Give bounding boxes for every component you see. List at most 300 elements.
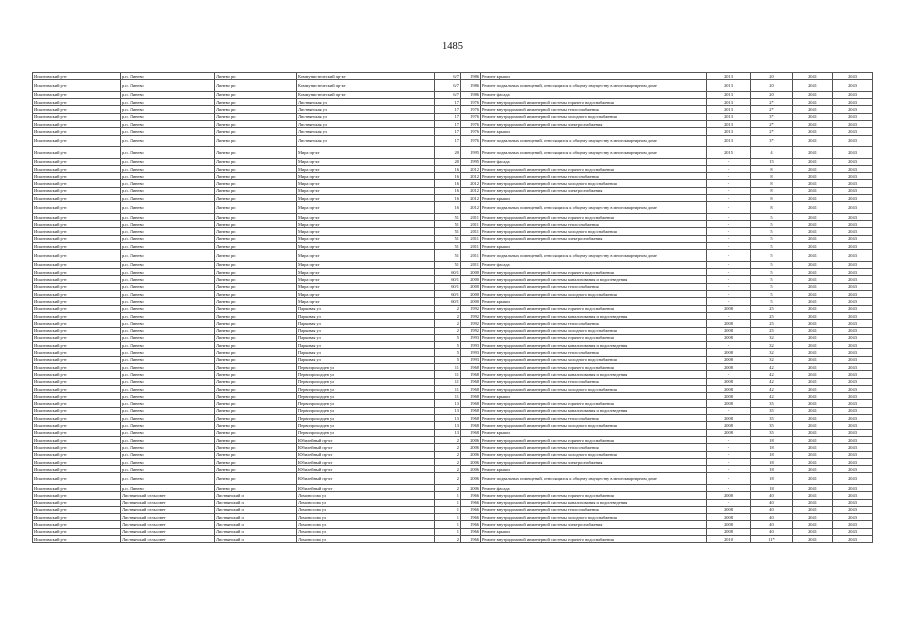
cell-settlement: р.п. Линево	[121, 422, 215, 429]
cell-settlement: р.п. Линево	[121, 298, 215, 305]
cell-district: Искитимский р-н	[33, 484, 121, 491]
table-row	[33, 158, 873, 165]
cell-build-year: 1993	[461, 334, 481, 341]
cell-district: Искитимский р-н	[33, 506, 121, 513]
cell-plan-start-year: 2041	[793, 528, 833, 535]
cell-settlement: р.п. Линево	[121, 243, 215, 250]
cell-settlement: р.п. Линево	[121, 173, 215, 180]
cell-wear-percent: 18	[751, 458, 793, 465]
table-row	[33, 327, 873, 334]
cell-last-repair-year: -	[707, 261, 751, 268]
cell-street: Ломоносова ул	[297, 499, 435, 506]
cell-wear-percent: 20	[751, 73, 793, 80]
cell-locality: Линево рп	[215, 473, 297, 485]
cell-street: Парковая ул	[297, 305, 435, 312]
cell-plan-end-year: 2043	[833, 120, 873, 127]
cell-settlement: р.п. Линево	[121, 250, 215, 262]
cell-last-repair-year: -	[707, 187, 751, 194]
cell-district: Искитимский р-н	[33, 429, 121, 436]
cell-build-year: 2011	[461, 221, 481, 228]
cell-work-type: Ремонт внутридомовой инженерной системы теплоснабжения	[481, 349, 707, 356]
cell-locality: Линево рп	[215, 291, 297, 298]
table-row	[33, 393, 873, 400]
cell-build-year: 1993	[461, 349, 481, 356]
cell-house-number: 20	[435, 147, 461, 159]
cell-locality: Линево рп	[215, 298, 297, 305]
cell-plan-start-year: 2041	[793, 385, 833, 392]
cell-plan-start-year: 2041	[793, 521, 833, 528]
cell-plan-start-year: 2041	[793, 283, 833, 290]
cell-wear-percent: 42	[751, 364, 793, 371]
cell-plan-start-year: 2041	[793, 202, 833, 214]
cell-settlement: р.п. Линево	[121, 378, 215, 385]
cell-plan-start-year: 2041	[793, 305, 833, 312]
cell-street: Мира пр-кт	[297, 202, 435, 214]
cell-plan-start-year: 2041	[793, 120, 833, 127]
cell-street: Мира пр-кт	[297, 228, 435, 235]
cell-build-year: 1995	[461, 158, 481, 165]
cell-work-type: Ремонт крыши	[481, 393, 707, 400]
cell-wear-percent: 40	[751, 528, 793, 535]
cell-plan-end-year: 2043	[833, 106, 873, 113]
cell-house-number: 6/7	[435, 80, 461, 92]
cell-street: Первопроходцев ул	[297, 371, 435, 378]
cell-last-repair-year: 2008	[707, 422, 751, 429]
cell-last-repair-year: 2013	[707, 106, 751, 113]
cell-district: Искитимский р-н	[33, 165, 121, 172]
cell-district: Искитимский р-н	[33, 283, 121, 290]
cell-wear-percent: 5	[751, 261, 793, 268]
cell-wear-percent: 25	[751, 312, 793, 319]
cell-plan-end-year: 2043	[833, 202, 873, 214]
cell-locality: Листвянский п	[215, 514, 297, 521]
cell-build-year: 2006	[461, 473, 481, 485]
cell-street: Листвянская ул	[297, 135, 435, 147]
cell-build-year: 2006	[461, 436, 481, 443]
cell-plan-start-year: 2041	[793, 320, 833, 327]
table-row	[33, 422, 873, 429]
cell-locality: Линево рп	[215, 202, 297, 214]
cell-plan-start-year: 2041	[793, 356, 833, 363]
cell-settlement: р.п. Линево	[121, 80, 215, 92]
cell-last-repair-year: -	[707, 235, 751, 242]
cell-plan-end-year: 2043	[833, 91, 873, 98]
cell-settlement: Листвянский сельсовет	[121, 499, 215, 506]
cell-last-repair-year: 2008	[707, 349, 751, 356]
cell-work-type: Ремонт внутридомовой инженерной системы теплоснабжения	[481, 283, 707, 290]
cell-settlement: р.п. Линево	[121, 269, 215, 276]
cell-last-repair-year: -	[707, 180, 751, 187]
cell-settlement: р.п. Линево	[121, 356, 215, 363]
cell-street: Мира пр-кт	[297, 195, 435, 202]
cell-work-type: Ремонт внутридомовой инженерной системы канализования и водоотведения	[481, 342, 707, 349]
cell-plan-end-year: 2043	[833, 228, 873, 235]
cell-build-year: 2000	[461, 269, 481, 276]
table-row	[33, 484, 873, 491]
cell-last-repair-year: 2013	[707, 113, 751, 120]
cell-build-year: 1976	[461, 99, 481, 106]
table-row	[33, 291, 873, 298]
cell-work-type: Ремонт внутридомовой инженерной системы канализования и водоотведения	[481, 407, 707, 414]
cell-wear-percent: 18	[751, 484, 793, 491]
cell-last-repair-year: 2008	[707, 521, 751, 528]
cell-last-repair-year: 2013	[707, 99, 751, 106]
cell-build-year: 1968	[461, 415, 481, 422]
cell-plan-end-year: 2043	[833, 528, 873, 535]
cell-plan-start-year: 2041	[793, 342, 833, 349]
cell-work-type: Ремонт внутридомовой инженерной системы горячего водоснабжения	[481, 213, 707, 220]
cell-last-repair-year: 2013	[707, 80, 751, 92]
cell-locality: Линево рп	[215, 393, 297, 400]
cell-district: Искитимский р-н	[33, 349, 121, 356]
cell-plan-end-year: 2043	[833, 393, 873, 400]
cell-plan-end-year: 2043	[833, 195, 873, 202]
cell-settlement: р.п. Линево	[121, 349, 215, 356]
cell-street: Первопроходцев ул	[297, 415, 435, 422]
cell-settlement: р.п. Линево	[121, 235, 215, 242]
cell-locality: Линево рп	[215, 422, 297, 429]
cell-work-type: Ремонт фасада	[481, 261, 707, 268]
cell-district: Искитимский р-н	[33, 407, 121, 414]
cell-last-repair-year: 2008	[707, 429, 751, 436]
cell-locality: Линево рп	[215, 356, 297, 363]
cell-plan-end-year: 2043	[833, 276, 873, 283]
cell-district: Искитимский р-н	[33, 451, 121, 458]
cell-settlement: р.п. Линево	[121, 429, 215, 436]
cell-locality: Линево рп	[215, 371, 297, 378]
cell-last-repair-year: -	[707, 243, 751, 250]
cell-last-repair-year: -	[707, 458, 751, 465]
cell-last-repair-year: 2008	[707, 356, 751, 363]
cell-work-type: Ремонт внутридомовой инженерной системы горячего водоснабжения	[481, 400, 707, 407]
cell-wear-percent: 8	[751, 187, 793, 194]
cell-last-repair-year: -	[707, 250, 751, 262]
cell-street: Мира пр-кт	[297, 298, 435, 305]
cell-house-number: 16	[435, 173, 461, 180]
cell-district: Искитимский р-н	[33, 444, 121, 451]
cell-house-number: 13	[435, 407, 461, 414]
cell-plan-start-year: 2041	[793, 334, 833, 341]
cell-house-number: 51	[435, 228, 461, 235]
cell-settlement: р.п. Линево	[121, 415, 215, 422]
cell-street: Парковая ул	[297, 320, 435, 327]
cell-work-type: Ремонт крыши	[481, 429, 707, 436]
cell-build-year: 1993	[461, 356, 481, 363]
cell-street: Мира пр-кт	[297, 243, 435, 250]
cell-plan-end-year: 2043	[833, 291, 873, 298]
table-row	[33, 473, 873, 485]
cell-wear-percent: 32	[751, 334, 793, 341]
cell-house-number: 16	[435, 187, 461, 194]
cell-settlement: р.п. Линево	[121, 305, 215, 312]
cell-work-type: Ремонт внутридомовой инженерной системы горячего водоснабжения	[481, 269, 707, 276]
cell-build-year: 2000	[461, 298, 481, 305]
cell-build-year: 2006	[461, 458, 481, 465]
cell-plan-start-year: 2041	[793, 99, 833, 106]
cell-last-repair-year: 2008	[707, 415, 751, 422]
cell-last-repair-year: 2008	[707, 400, 751, 407]
table-row	[33, 364, 873, 371]
cell-locality: Линево рп	[215, 180, 297, 187]
cell-house-number: 13	[435, 422, 461, 429]
cell-house-number: 51	[435, 213, 461, 220]
cell-house-number: 51	[435, 261, 461, 268]
cell-street: Ломоносова ул	[297, 506, 435, 513]
cell-work-type: Ремонт внутридомовой инженерной системы холодного водоснабжения	[481, 356, 707, 363]
cell-settlement: р.п. Линево	[121, 147, 215, 159]
cell-work-type: Ремонт внутридомовой инженерной системы канализования и водоотведения	[481, 312, 707, 319]
cell-wear-percent: 4	[751, 147, 793, 159]
cell-plan-start-year: 2041	[793, 506, 833, 513]
cell-wear-percent: 5	[751, 221, 793, 228]
cell-last-repair-year: 2013	[707, 91, 751, 98]
table-row	[33, 334, 873, 341]
cell-settlement: р.п. Линево	[121, 407, 215, 414]
table-row	[33, 269, 873, 276]
cell-locality: Линево рп	[215, 128, 297, 135]
cell-settlement: р.п. Линево	[121, 444, 215, 451]
cell-plan-end-year: 2043	[833, 521, 873, 528]
cell-last-repair-year: -	[707, 173, 751, 180]
cell-district: Искитимский р-н	[33, 305, 121, 312]
cell-locality: Линево рп	[215, 147, 297, 159]
cell-district: Искитимский р-н	[33, 228, 121, 235]
cell-street: Парковая ул	[297, 342, 435, 349]
table-row	[33, 466, 873, 473]
cell-street: Парковая ул	[297, 327, 435, 334]
cell-build-year: 1992	[461, 320, 481, 327]
cell-work-type: Ремонт подвальных помещений, относящихся к общему имуществу в многоквартирном доме	[481, 80, 707, 92]
cell-work-type: Ремонт внутридомовой инженерной системы электроснабжения	[481, 120, 707, 127]
cell-locality: Линево рп	[215, 407, 297, 414]
cell-settlement: р.п. Линево	[121, 135, 215, 147]
cell-build-year: 1976	[461, 113, 481, 120]
cell-plan-end-year: 2043	[833, 128, 873, 135]
cell-settlement: р.п. Линево	[121, 473, 215, 485]
table-row	[33, 283, 873, 290]
cell-district: Искитимский р-н	[33, 492, 121, 499]
cell-plan-start-year: 2041	[793, 499, 833, 506]
cell-work-type: Ремонт внутридомовой инженерной системы электроснабжения	[481, 521, 707, 528]
cell-house-number: 11	[435, 393, 461, 400]
cell-plan-start-year: 2041	[793, 147, 833, 159]
cell-plan-start-year: 2041	[793, 536, 833, 543]
cell-build-year: 2006	[461, 444, 481, 451]
table-row	[33, 305, 873, 312]
cell-wear-percent: 35	[751, 415, 793, 422]
repair-schedule-table	[32, 72, 873, 543]
cell-plan-start-year: 2041	[793, 165, 833, 172]
cell-house-number: 2	[435, 312, 461, 319]
cell-build-year: 2011	[461, 235, 481, 242]
cell-plan-end-year: 2043	[833, 473, 873, 485]
cell-district: Искитимский р-н	[33, 276, 121, 283]
cell-build-year: 1968	[461, 371, 481, 378]
cell-house-number: 2	[435, 458, 461, 465]
table-row	[33, 113, 873, 120]
cell-last-repair-year: 2008	[707, 364, 751, 371]
cell-wear-percent: 32	[751, 356, 793, 363]
cell-locality: Линево рп	[215, 269, 297, 276]
cell-plan-end-year: 2043	[833, 213, 873, 220]
cell-work-type: Ремонт внутридомовой инженерной системы холодного водоснабжения	[481, 228, 707, 235]
cell-plan-start-year: 2041	[793, 269, 833, 276]
cell-work-type: Ремонт крыши	[481, 195, 707, 202]
cell-street: Первопроходцев ул	[297, 378, 435, 385]
cell-settlement: р.п. Линево	[121, 320, 215, 327]
cell-settlement: р.п. Линево	[121, 128, 215, 135]
cell-settlement: р.п. Линево	[121, 202, 215, 214]
cell-locality: Линево рп	[215, 349, 297, 356]
cell-house-number: 13	[435, 415, 461, 422]
cell-settlement: р.п. Линево	[121, 73, 215, 80]
cell-street: Ломоносова ул	[297, 521, 435, 528]
cell-plan-end-year: 2043	[833, 371, 873, 378]
table-row	[33, 492, 873, 499]
table-row	[33, 444, 873, 451]
table-row	[33, 429, 873, 436]
cell-street: Первопроходцев ул	[297, 429, 435, 436]
cell-wear-percent: 35	[751, 429, 793, 436]
cell-locality: Листвянский п	[215, 536, 297, 543]
cell-wear-percent: 5	[751, 269, 793, 276]
cell-plan-end-year: 2043	[833, 536, 873, 543]
cell-district: Искитимский р-н	[33, 113, 121, 120]
cell-work-type: Ремонт крыши	[481, 73, 707, 80]
cell-locality: Линево рп	[215, 400, 297, 407]
cell-plan-start-year: 2041	[793, 393, 833, 400]
cell-locality: Листвянский п	[215, 521, 297, 528]
cell-plan-end-year: 2043	[833, 407, 873, 414]
cell-settlement: р.п. Линево	[121, 213, 215, 220]
cell-wear-percent: 40	[751, 514, 793, 521]
cell-build-year: 1966	[461, 506, 481, 513]
cell-build-year: 2011	[461, 228, 481, 235]
cell-work-type: Ремонт внутридомовой инженерной системы электроснабжения	[481, 235, 707, 242]
cell-plan-start-year: 2041	[793, 371, 833, 378]
cell-district: Искитимский р-н	[33, 356, 121, 363]
table-row	[33, 451, 873, 458]
table-row	[33, 298, 873, 305]
cell-build-year: 1995	[461, 147, 481, 159]
cell-plan-start-year: 2041	[793, 378, 833, 385]
cell-plan-start-year: 2041	[793, 458, 833, 465]
cell-wear-percent: 3*	[751, 113, 793, 120]
cell-street: Коммунистический пр-кт	[297, 80, 435, 92]
cell-build-year: 1966	[461, 492, 481, 499]
cell-plan-end-year: 2043	[833, 221, 873, 228]
cell-district: Искитимский р-н	[33, 364, 121, 371]
cell-work-type: Ремонт подвальных помещений, относящихся к общему имуществу в многоквартирном доме	[481, 135, 707, 147]
cell-last-repair-year: -	[707, 484, 751, 491]
cell-last-repair-year: 2008	[707, 385, 751, 392]
cell-plan-start-year: 2041	[793, 113, 833, 120]
cell-last-repair-year: -	[707, 165, 751, 172]
cell-plan-end-year: 2043	[833, 269, 873, 276]
cell-last-repair-year: 2008	[707, 492, 751, 499]
cell-last-repair-year: -	[707, 228, 751, 235]
cell-last-repair-year: -	[707, 342, 751, 349]
cell-work-type: Ремонт подвальных помещений, относящихся к общему имуществу в многоквартирном доме	[481, 250, 707, 262]
cell-plan-start-year: 2041	[793, 187, 833, 194]
cell-work-type: Ремонт крыши	[481, 128, 707, 135]
cell-build-year: 2006	[461, 466, 481, 473]
table-row	[33, 506, 873, 513]
cell-build-year: 1966	[461, 536, 481, 543]
table-row	[33, 400, 873, 407]
cell-district: Искитимский р-н	[33, 250, 121, 262]
cell-plan-start-year: 2041	[793, 312, 833, 319]
cell-street: Первопроходцев ул	[297, 393, 435, 400]
table-row	[33, 187, 873, 194]
cell-wear-percent: 2*	[751, 128, 793, 135]
cell-work-type: Ремонт внутридомовой инженерной системы холодного водоснабжения	[481, 514, 707, 521]
cell-work-type: Ремонт крыши	[481, 528, 707, 535]
table-row	[33, 80, 873, 92]
table-row	[33, 128, 873, 135]
cell-plan-start-year: 2041	[793, 213, 833, 220]
cell-street: Мира пр-кт	[297, 276, 435, 283]
cell-plan-end-year: 2043	[833, 378, 873, 385]
cell-locality: Линево рп	[215, 99, 297, 106]
cell-settlement: р.п. Линево	[121, 261, 215, 268]
table-row	[33, 371, 873, 378]
cell-build-year: 1993	[461, 342, 481, 349]
cell-district: Искитимский р-н	[33, 202, 121, 214]
cell-street: Ломоносова ул	[297, 492, 435, 499]
cell-plan-end-year: 2043	[833, 113, 873, 120]
cell-last-repair-year: 2008	[707, 378, 751, 385]
cell-wear-percent: 35	[751, 400, 793, 407]
cell-district: Искитимский р-н	[33, 261, 121, 268]
cell-last-repair-year: 2008	[707, 320, 751, 327]
cell-locality: Линево рп	[215, 436, 297, 443]
cell-plan-end-year: 2043	[833, 514, 873, 521]
cell-street: Мира пр-кт	[297, 180, 435, 187]
cell-locality: Линево рп	[215, 484, 297, 491]
cell-last-repair-year: 2008	[707, 327, 751, 334]
cell-work-type: Ремонт крыши	[481, 298, 707, 305]
cell-plan-start-year: 2041	[793, 291, 833, 298]
cell-build-year: 1968	[461, 429, 481, 436]
cell-plan-start-year: 2041	[793, 429, 833, 436]
cell-last-repair-year: 2013	[707, 135, 751, 147]
cell-wear-percent: 18	[751, 473, 793, 485]
cell-work-type: Ремонт внутридомовой инженерной системы горячего водоснабжения	[481, 165, 707, 172]
cell-house-number: 2	[435, 451, 461, 458]
cell-last-repair-year: -	[707, 269, 751, 276]
cell-house-number: 2	[435, 466, 461, 473]
cell-district: Искитимский р-н	[33, 499, 121, 506]
cell-last-repair-year: -	[707, 283, 751, 290]
cell-settlement: Листвянский сельсовет	[121, 492, 215, 499]
cell-plan-start-year: 2041	[793, 250, 833, 262]
cell-locality: Листвянский п	[215, 499, 297, 506]
cell-plan-start-year: 2041	[793, 400, 833, 407]
cell-plan-end-year: 2043	[833, 180, 873, 187]
cell-plan-end-year: 2043	[833, 173, 873, 180]
cell-plan-end-year: 2043	[833, 80, 873, 92]
cell-house-number: 17	[435, 99, 461, 106]
cell-district: Искитимский р-н	[33, 400, 121, 407]
cell-plan-end-year: 2043	[833, 415, 873, 422]
cell-wear-percent: 5	[751, 276, 793, 283]
cell-plan-end-year: 2043	[833, 165, 873, 172]
cell-plan-end-year: 2043	[833, 484, 873, 491]
cell-locality: Линево рп	[215, 250, 297, 262]
cell-plan-start-year: 2041	[793, 106, 833, 113]
cell-street: Первопроходцев ул	[297, 385, 435, 392]
